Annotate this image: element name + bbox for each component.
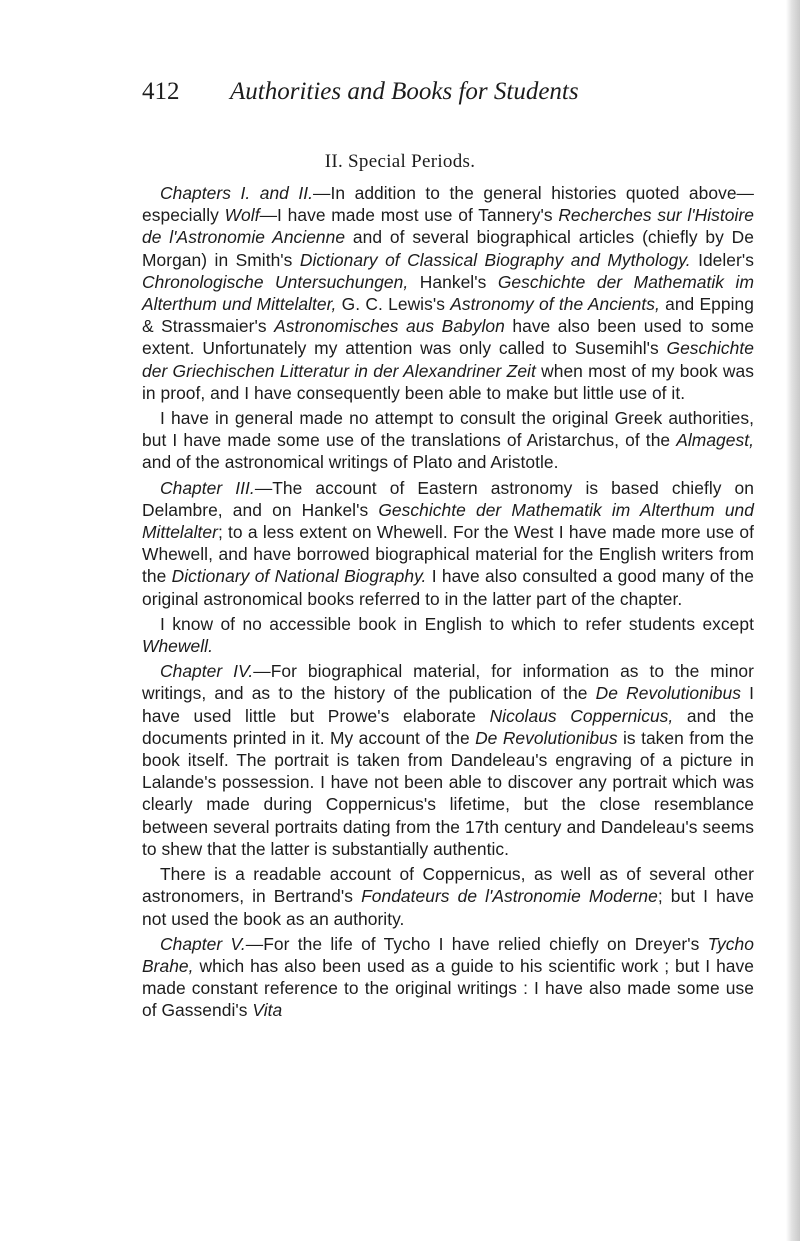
paragraph-chapter-3: Chapter III.—The account of Eastern astronomy is based chiefly on Delambre, and on Hankel's Geschichte der Mathematik im Alterthum und Mittelalter; to a less extent on Whewell. For the West I have made more use of Whewell, and have borrowed biographical material for the English writers from the Dictionary of National Biography. I have also consulted a good many of the original astronomical books referred to in the latter part of the chapter.	[142, 477, 754, 609]
paragraph-english-books: I know of no accessible book in English to which to refer students except Whewell.	[142, 613, 754, 657]
paragraph-bertrand: There is a readable account of Coppernicus, as well as of several other astronomers, in Bertrand's Fondateurs de l'Astronomie Moderne; but I have not used the book as an authority.	[142, 864, 754, 929]
paragraph-chapters-1-2: Chapters I. and II.—In addition to the general histories quoted above—especially Wolf—I have made most use of Tannery's Recherches sur l'Histoire de l'Astronomie Ancienne and of several biographical articles (chiefly by De Morgan) in Smith's Dictionary of Classical Biography and Mythology. Ideler's Chronologische Untersuchungen, Hankel's Geschichte der Mathematik im Alterthum und Mittelalter, G. C. Lewis's Astronomy of the Ancients, and Epping & Strassmaier's Astronomisches aus Babylon have also been used to some extent. Unfortunately my attention was only called to Susemihl's Geschichte der Griechischen Litteratur in der Alexandriner Zeit when most of my book was in proof, and I have consequently been able to make but little use of it.	[142, 183, 755, 403]
paragraph-chapter-5: Chapter V.—For the life of Tycho I have relied chiefly on Dreyer's Tycho Brahe, which has also been used as a guide to his scientific work ; but I have made constant reference to the original writings : I have also made some use of Gassendi's Vita	[142, 933, 754, 1021]
section-title: II. Special Periods.	[324, 151, 476, 172]
paragraph-greek-authorities: I have in general made no attempt to consult the original Greek authorities, but I have made some use of the translations of Aristarchus, of the Almagest, and of the astronomical writings of Plato and Aristotle.	[142, 408, 754, 473]
page-header	[142, 78, 642, 112]
paragraph-chapter-4: Chapter IV.—For biographical material, for information as to the minor writings, and as to the history of the publication of the De Revolutionibus I have used little but Prowe's elaborate Nicolaus Coppernicus, and the documents printed in it. My account of the De Revolutionibus is taken from the book itself. The portrait is taken from Dandeleau's engraving of a picture in Lalande's possession. I have not been able to discover any portrait which was clearly made during Coppernicus's lifetime, but the close resemblance between several portraits dating from the 17th century and Dandeleau's seems to shew that the latter is substantially authentic.	[142, 661, 755, 859]
running-title: Authorities and Books for Students	[230, 78, 579, 105]
page-number: 412	[142, 78, 180, 105]
body-text	[142, 182, 754, 1022]
page-edge-shadow	[786, 0, 800, 1241]
